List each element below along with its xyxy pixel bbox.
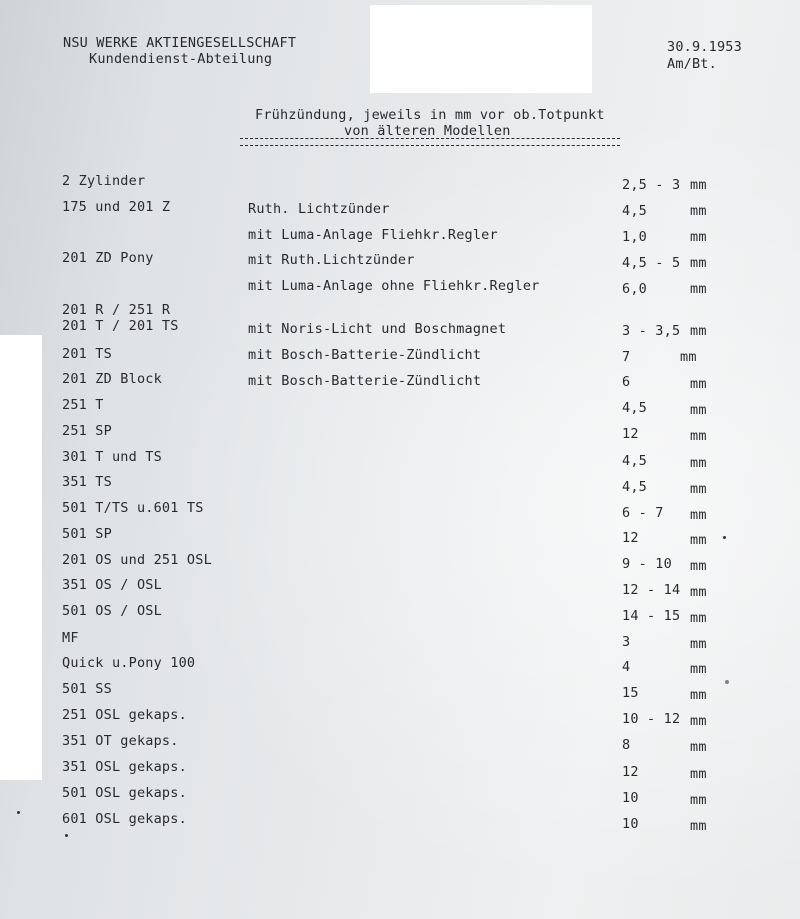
row-value: 3 [622, 634, 631, 650]
ink-spot [17, 811, 20, 814]
redaction-box-top [370, 5, 592, 93]
row-desc: mit Luma-Anlage Fliehkr.Regler [248, 227, 498, 243]
row-unit: mm [690, 229, 707, 245]
ink-spot [725, 680, 729, 684]
row-desc: mit Ruth.Lichtzünder [248, 252, 415, 268]
row-model: 175 und 201 Z [62, 199, 171, 215]
row-model: 201 TS [62, 346, 112, 362]
row-value: 4,5 [622, 479, 647, 495]
row-model: 501 OS / OSL [62, 603, 162, 619]
row-unit: mm [690, 818, 707, 834]
row-value: 10 [622, 790, 639, 806]
row-model: 201 ZD Pony [62, 250, 154, 266]
row-unit: mm [690, 455, 707, 471]
row-unit: mm [690, 481, 707, 497]
row-value: 7 [622, 349, 631, 365]
row-value: 4,5 - 5 [622, 255, 681, 271]
row-model: 201 T / 201 TS [62, 318, 179, 334]
row-unit: mm [690, 402, 707, 418]
row-model: 201 R / 251 R [62, 302, 171, 318]
row-unit: mm [690, 376, 707, 392]
row-value: 6 - 7 [622, 505, 664, 521]
document-date: 30.9.1953 [667, 39, 742, 55]
row-unit: mm [690, 792, 707, 808]
row-value: 3 - 3,5 [622, 323, 681, 339]
row-unit: mm [690, 766, 707, 782]
row-model: 251 T [62, 397, 104, 413]
row-model: 501 SP [62, 526, 112, 542]
document-reference: Am/Bt. [667, 56, 717, 72]
row-value: 15 [622, 685, 639, 701]
row-value: 4 [622, 659, 631, 675]
row-model: 351 OT gekaps. [62, 733, 179, 749]
row-model: 351 OSL gekaps. [62, 759, 187, 775]
row-value: 12 [622, 426, 639, 442]
ink-spot [723, 536, 726, 539]
row-value: 6,0 [622, 281, 647, 297]
row-value: 1,0 [622, 229, 647, 245]
row-unit: mm [690, 713, 707, 729]
row-value: 9 - 10 [622, 556, 672, 572]
row-value: 10 - 12 [622, 711, 681, 727]
row-model: 201 ZD Block [62, 371, 162, 387]
row-unit: mm [690, 255, 707, 271]
row-value: 14 - 15 [622, 608, 681, 624]
row-unit: mm [690, 532, 707, 548]
row-unit: mm [690, 687, 707, 703]
row-model: 501 OSL gekaps. [62, 785, 187, 801]
title-double-underline [240, 138, 620, 146]
row-unit: mm [690, 323, 707, 339]
row-unit: mm [690, 584, 707, 600]
row-desc: Ruth. Lichtzünder [248, 201, 390, 217]
redaction-box-left [0, 335, 42, 780]
row-unit: mm [690, 203, 707, 219]
row-desc: mit Bosch-Batterie-Zündlicht [248, 373, 482, 389]
row-unit: mm [690, 739, 707, 755]
company-name: NSU WERKE AKTIENGESELLSCHAFT [63, 35, 297, 51]
ink-spot [65, 834, 68, 837]
row-value: 2,5 - 3 [622, 177, 681, 193]
title-line-2: von älteren Modellen [344, 123, 511, 139]
row-model: 501 T/TS u.601 TS [62, 500, 204, 516]
row-unit: mm [690, 177, 707, 193]
row-value: 4,5 [622, 453, 647, 469]
row-model: 201 OS und 251 OSL [62, 552, 212, 568]
row-model: MF [62, 630, 79, 646]
row-model: 351 OS / OSL [62, 577, 162, 593]
row-unit: mm [690, 661, 707, 677]
row-model: Quick u.Pony 100 [62, 655, 196, 671]
row-model: 251 SP [62, 423, 112, 439]
row-desc: mit Noris-Licht und Boschmagnet [248, 321, 507, 337]
row-unit: mm [680, 349, 697, 365]
row-model: 251 OSL gekaps. [62, 707, 187, 723]
row-desc: mit Bosch-Batterie-Zündlicht [248, 347, 482, 363]
row-value: 12 [622, 530, 639, 546]
department-name: Kundendienst-Abteilung [89, 51, 273, 67]
row-unit: mm [690, 610, 707, 626]
title-line-1: Frühzündung, jeweils in mm vor ob.Totpunkt [255, 107, 605, 123]
row-value: 8 [622, 737, 631, 753]
row-value: 12 - 14 [622, 582, 681, 598]
row-model: 301 T und TS [62, 449, 162, 465]
row-unit: mm [690, 507, 707, 523]
row-value: 12 [622, 764, 639, 780]
row-unit: mm [690, 428, 707, 444]
row-value: 10 [622, 816, 639, 832]
row-value: 6 [622, 374, 631, 390]
row-value: 4,5 [622, 400, 647, 416]
row-model: 501 SS [62, 681, 112, 697]
row-desc: mit Luma-Anlage ohne Fliehkr.Regler [248, 278, 540, 294]
row-model: 2 Zylinder [62, 173, 146, 189]
row-unit: mm [690, 636, 707, 652]
row-unit: mm [690, 281, 707, 297]
row-unit: mm [690, 558, 707, 574]
row-model: 351 TS [62, 474, 112, 490]
row-model: 601 OSL gekaps. [62, 811, 187, 827]
row-value: 4,5 [622, 203, 647, 219]
